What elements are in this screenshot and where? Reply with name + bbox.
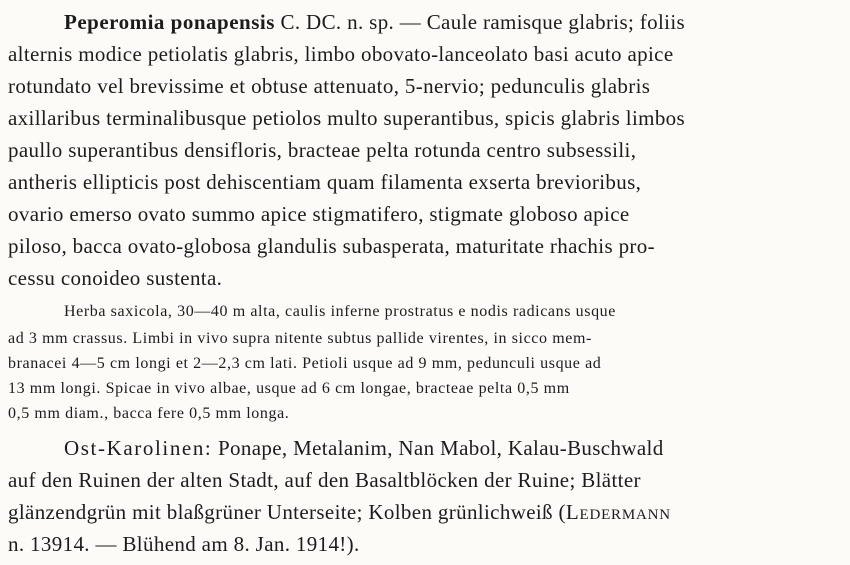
locality-places: Ponape, Metalanim, Nan Mabol, Kalau-Buschwald (212, 436, 664, 460)
diagnosis-line: cessu conoideo sustenta. (8, 266, 223, 290)
species-name: Peperomia ponapensis (64, 10, 275, 34)
diagnosis-line: rotundato vel brevissime et obtuse attenuato, 5-nervio; pedunculis glabris (8, 74, 651, 98)
locality-line: auf den Ruinen der alten Stadt, auf den Basaltblöcken der Ruine; Blätter (8, 468, 641, 492)
diagnosis-line: ovario emerso ovato summo apice stigmatifero, stigmate globoso apice (8, 202, 630, 226)
diagnosis-line: axillaribus terminalibusque petiolos multo superantibus, spicis glabris limbos (8, 106, 686, 130)
diagnosis-line: antheris ellipticis post dehiscentiam quam filamenta exserta brevioribus, (8, 170, 642, 194)
locality-line: n. 13914. — Blühend am 8. Jan. 1914!). (8, 532, 360, 556)
locality-region: Ost-Karolinen: (64, 436, 213, 460)
diagnosis-line: alternis modice petiolatis glabris, limbo obovato-lanceolato basi acuto apice (8, 42, 674, 66)
diagnosis-heading-line (64, 10, 685, 35)
diagnosis-line: paullo superantibus densifloris, bracteae pelta rotunda centro subsessili, (8, 138, 637, 162)
notes-line: Herba saxicola, 30—40 m alta, caulis inferne prostratus e nodis radicans usque (64, 303, 616, 320)
species-authority: C. DC. n. sp. — Caule ramisque glabris; foliis (274, 10, 686, 34)
notes-line: 13 mm longi. Spicae in vivo albae, usque ad 6 cm longae, bracteae pelta 0,5 mm (8, 380, 570, 397)
locality-line (8, 500, 671, 525)
notes-line: 0,5 mm diam., bacca fere 0,5 mm longa. (8, 405, 290, 422)
diagnosis-line: piloso, bacca ovato-globosa glandulis subasperata, maturitate rhachis pro- (8, 234, 655, 258)
locality-line (64, 436, 664, 461)
notes-line: branacei 4—5 cm longi et 2—2,3 cm lati. Petioli usque ad 9 mm, pedunculi usque ad (8, 355, 602, 372)
notes-line: ad 3 mm crassus. Limbi in vivo supra nitente subtus pallide virentes, in sicco mem- (8, 330, 592, 347)
collector-name: Ledermann (565, 500, 671, 524)
locality-description: glänzendgrün mit blaßgrüner Unterseite; Kolben grünlichweiß ( (8, 500, 566, 524)
